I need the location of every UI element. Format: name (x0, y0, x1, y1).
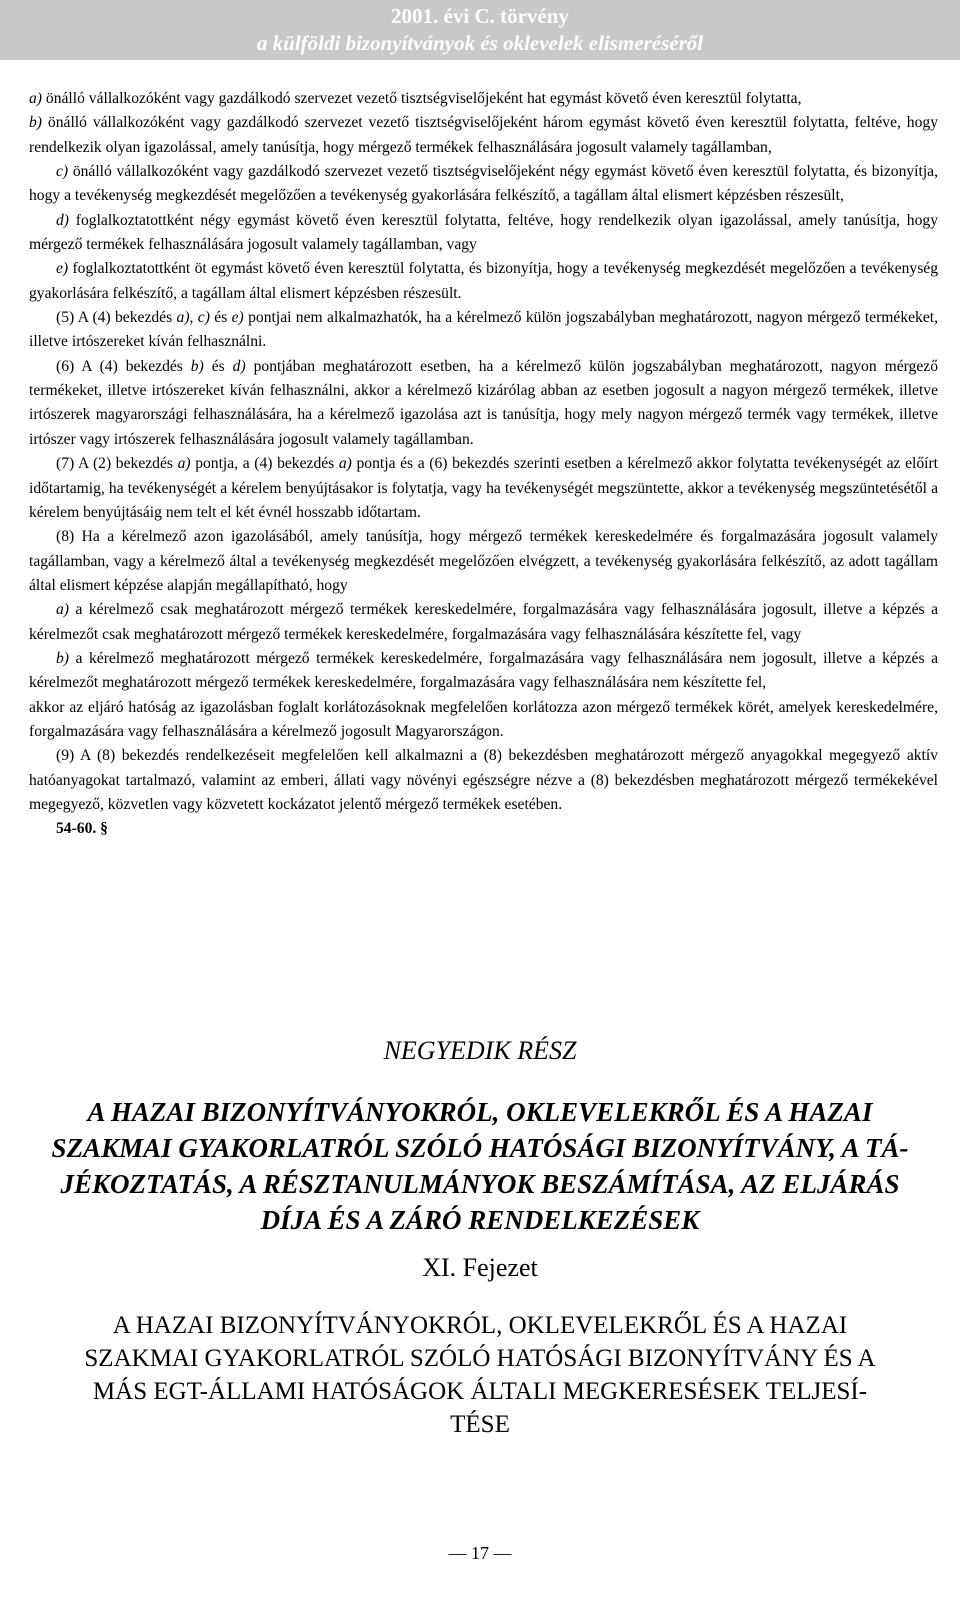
paragraph-text: (7) A (2) bekezdés (56, 455, 178, 473)
paragraph-8-closing: akkor az eljáró hatóság az igazolásban foglalt korlátozásoknak megfelelően korlátozza azon mérgező termékek körét, amelyek kereskedelmére, forgalmazására vagy felhasználására a kérelmező jogosult Magyarországon. (29, 698, 938, 740)
point-text: önálló vállalkozóként vagy gazdálkodó szervezet vezető tisztségviselőjeként négy egymást követő éven keresztül folytatta, és bizonyítja, hogy a tevékenység megkezdését megelőzően a tevékenység gyakorlására felkészítő, a tagállam által elismert képzésben részesült, (29, 163, 938, 205)
point-letter: a) (56, 601, 69, 619)
part-title-line: JÉKOZTATÁS, A RÉSZTANULMÁNYOK BESZÁMÍTÁSA, AZ ELJÁRÁS (60, 1169, 900, 1199)
point-c (29, 160, 938, 209)
point-reference: e) (231, 309, 244, 327)
point-letter: b) (56, 649, 69, 667)
point-letter: e) (56, 260, 69, 278)
page-header (0, 0, 960, 60)
chapter-title-line: TÉSE (450, 1411, 510, 1438)
point-text: önálló vállalkozóként vagy gazdálkodó szervezet vezető tisztségviselőjeként három egymást követő éven keresztül folytatta, feltéve, hogy rendelkezik olyan igazolással, amely tanúsítja, hogy mérgező termékek felhasználására jogosult valamely tagállamban, (29, 114, 938, 156)
paragraph-text: (6) A (4) bekezdés (56, 357, 191, 375)
part-title-line: A HAZAI BIZONYÍTVÁNYOKRÓL, OKLEVELEKRŐL ÉS A HAZAI (87, 1097, 873, 1127)
chapter-title-line: MÁS EGT-ÁLLAMI HATÓSÁGOK ÁLTALI MEGKERESÉSEK TELJESÍ- (92, 1378, 868, 1405)
paragraph-text: pontjában meghatározott esetben, ha a kérelmező külön jogszabályban meghatározott, nagyon mérgező termékeket, illetve irtószereket kíván felhasználni, akkor a kérelmező kizárólag abban az esetben jogosult a nagyon mérgező termékek, illetve irtószerek magyarországi felhasználására, ha a kérelmező igazolása azt is tanúsítja, hogy mely nagyon mérgező termék vagy termékek, illetve irtószer vagy irtószerek felhasználására jogosult valamely tagállamban. (29, 357, 938, 448)
paragraph-8: (8) Ha a kérelmező azon igazolásából, amely tanúsítja, hogy mérgező termékek kereskedelmére és forgalmazására jogosult valamely tagállamban, vagy a kérelmező által a tevékenység megkezdését megelőzően elvégzett, a tevékenység gyakorlására felkészítő, az adott tagállam által elismert képzése alapján megállapítható, hogy (29, 528, 938, 594)
chapter-heading: XI. Fejezet (422, 1253, 538, 1282)
point-text: önálló vállalkozóként vagy gazdálkodó szervezet vezető tisztségviselőjeként hat egymást követő éven keresztül folytatta, (42, 90, 802, 107)
point-text: a kérelmező meghatározott mérgező termékek kereskedelmére, forgalmazására vagy felhasználására nem jogosult, illetve a képzés a kérelmezőt meghatározott mérgező termékek kereskedelmére, forgalmazására vagy felhasználására nem készítette fel, (29, 649, 938, 692)
point-letter: d) (56, 211, 69, 229)
paragraph-text: és (209, 309, 232, 327)
paragraph-text: (5) A (4) bekezdés (56, 309, 177, 327)
paragraph-6 (29, 355, 938, 452)
document-body (29, 87, 938, 842)
paragraph-text: pontjai nem alkalmazhatók, ha a kérelmező külön jogszabályban meghatározott, nagyon mérgező termékeket, illetve irtószereket kíván felhasználni. (29, 309, 938, 351)
part-title-line: DÍJA ÉS A ZÁRÓ RENDELKEZÉSEK (260, 1205, 700, 1235)
page-number: — 17 — (448, 1543, 512, 1563)
law-subtitle: a külföldi bizonyítványok és oklevelek elismeréséről (256, 31, 704, 55)
point-text: a kérelmező csak meghatározott mérgező termékek kereskedelmére, forgalmazására vagy felhasználására jogosult, illetve a képzés a kérelmezőt csak meghatározott mérgező termékek kereskedelmére, forgalmazására vagy felhasználására készítette fel, vagy (29, 601, 938, 643)
paragraph-8-point-a (29, 598, 938, 647)
paragraph-9: (9) A (8) bekezdés rendelkezéseit megfelelően kell alkalmazni a (8) bekezdésben meghatározott mérgező anyagokkal megegyező aktív hatóanyagokat tartalmazó, valamint az emberi, állati vagy növényi egészségre nézve a (8) bekezdésben meghatározott mérgező termékekével megegyező, közvetlen vagy közvetett kockázatot jelentő mérgező termékek esetében. (29, 747, 938, 813)
paragraph-text: pontja, a (4) bekezdés (190, 455, 339, 473)
part-heading: NEGYEDIK RÉSZ (383, 1036, 577, 1065)
paragraph-text: és (203, 357, 233, 375)
point-reference: a) (338, 455, 352, 473)
point-a (29, 87, 938, 111)
point-b (29, 111, 938, 160)
point-d (29, 209, 938, 258)
point-text: foglalkoztatottként négy egymást követő éven keresztül folytatta, feltéve, hogy rendelkezik olyan igazolással, amely tanúsítja, hogy mérgező termékek felhasználására jogosult valamely tagállamban, vagy (29, 211, 938, 254)
point-letter: a) (29, 90, 42, 107)
point-reference: b) (190, 357, 204, 375)
section-number: 54-60. § (56, 820, 108, 838)
paragraph-text: pontja és a (6) bekezdés szerinti esetben a kérelmező akkor folytatta tevékenységét az előírt időtartamig, ha tevékenységét a kérelem benyújtásakor is folytatja, vagy ha tevékenységét megszüntette, akkor a tevékenység megszüntetésétől a kérelem benyújtásáig nem telt el két évnél hosszabb időtartam. (29, 455, 938, 521)
point-reference: d) (232, 357, 246, 375)
chapter-title-line: A HAZAI BIZONYÍTVÁNYOKRÓL, OKLEVELEKRŐL ÉS A HAZAI (112, 1312, 848, 1339)
point-text: foglalkoztatottként öt egymást követő éven keresztül folytatta, és bizonyítja, hogy a tevékenység megkezdését megelőzően a tevékenység gyakorlására felkészítő, a tagállam által elismert képzésben részesült. (29, 260, 938, 302)
chapter-title-line: SZAKMAI GYAKORLATRÓL SZÓLÓ HATÓSÁGI BIZONYÍTVÁNY ÉS A (84, 1345, 876, 1372)
paragraph-8-point-b (29, 647, 938, 696)
paragraph-5 (29, 306, 938, 355)
point-letter: b) (29, 114, 42, 132)
point-e (29, 257, 938, 306)
part-title (0, 1094, 960, 1238)
chapter-title (0, 1309, 960, 1441)
point-reference: a) (177, 455, 191, 473)
part-title-line: SZAKMAI GYAKORLATRÓL SZÓLÓ HATÓSÁGI BIZONYÍTVÁNY, A TÁ- (51, 1133, 909, 1163)
point-letter: c) (56, 163, 69, 181)
point-reference: a), c) (176, 309, 210, 327)
paragraph-7 (29, 452, 938, 525)
law-title: 2001. évi C. törvény (391, 4, 569, 28)
